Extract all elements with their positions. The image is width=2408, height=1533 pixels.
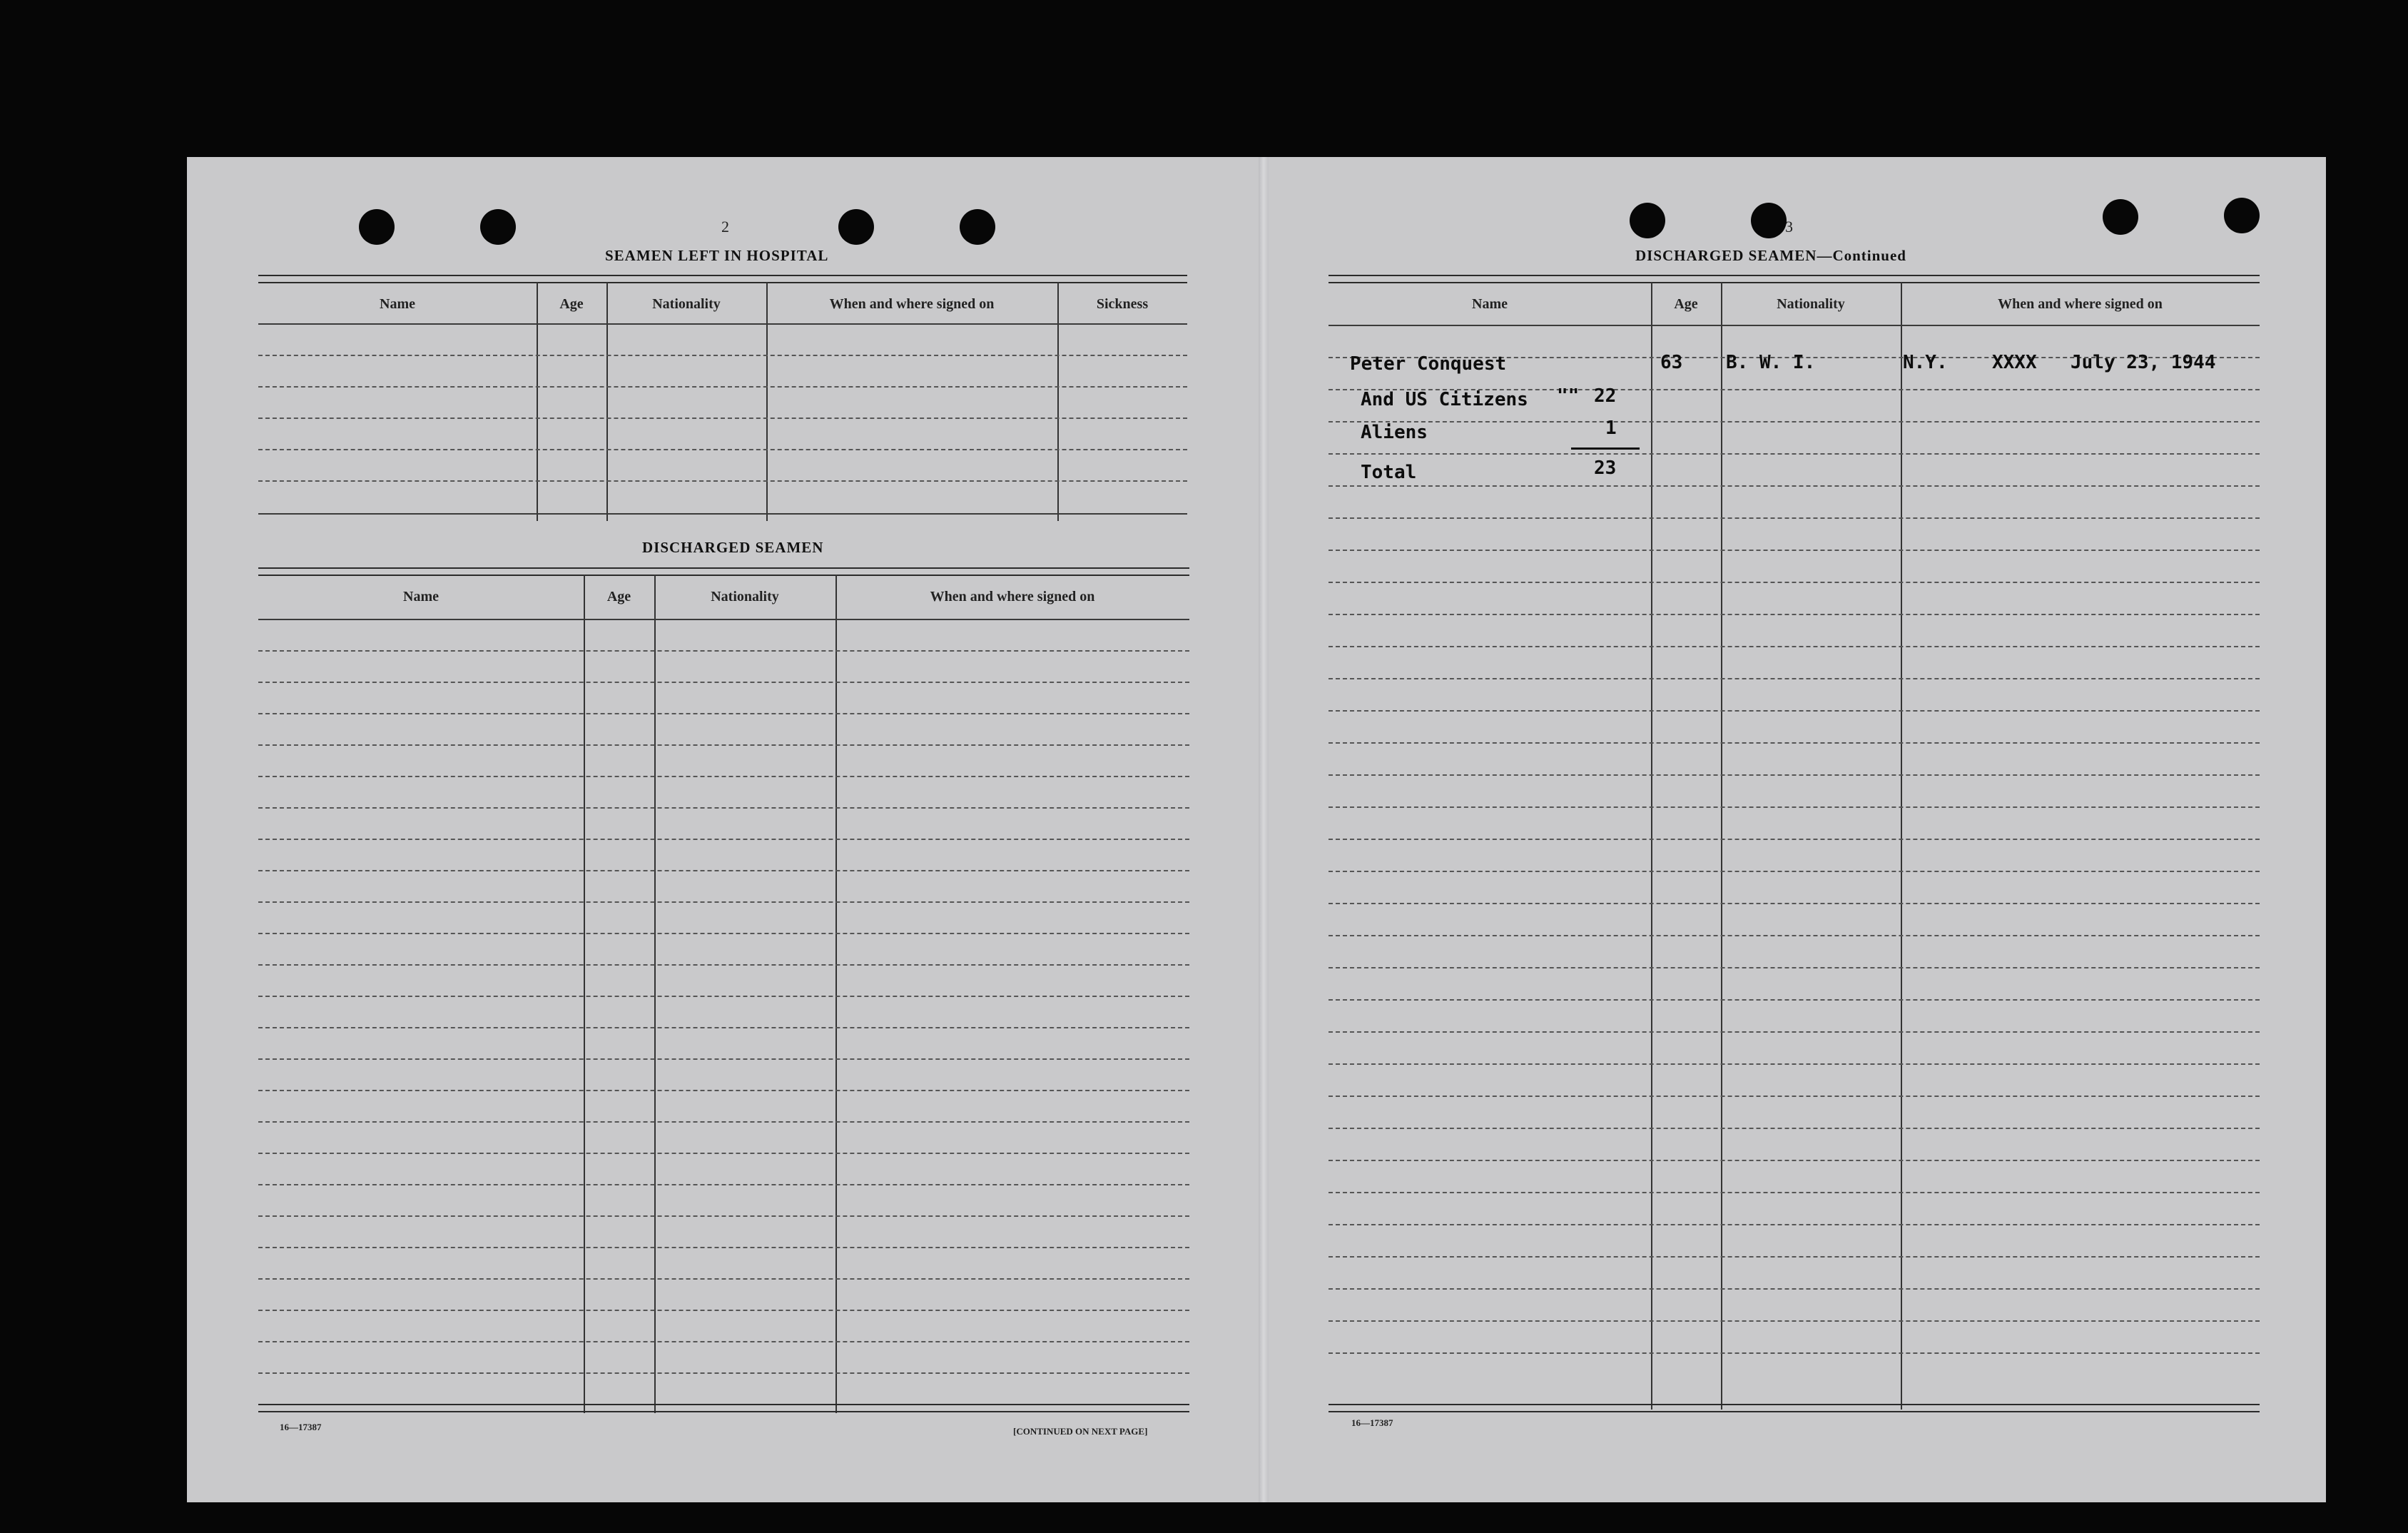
column-header: When and where signed on bbox=[1998, 296, 2163, 312]
discharged-section-title: DISCHARGED SEAMEN bbox=[642, 539, 824, 556]
hospital-table bbox=[258, 275, 1187, 521]
column-header: When and where signed on bbox=[930, 589, 1095, 604]
column-header: Nationality bbox=[711, 589, 779, 604]
punch-hole bbox=[838, 209, 874, 245]
punch-hole bbox=[2224, 198, 2260, 233]
seaman-age: 63 bbox=[1660, 352, 1683, 373]
seaman-nationality: B. W. I. bbox=[1726, 352, 1816, 373]
punch-hole bbox=[2103, 199, 2138, 235]
column-header: Name bbox=[380, 296, 415, 312]
seaman-name: Peter Conquest bbox=[1350, 353, 1507, 375]
discharged-continued-title: DISCHARGED SEAMEN—Continued bbox=[1635, 247, 1906, 264]
column-header: Age bbox=[606, 589, 631, 604]
column-header: Age bbox=[1674, 296, 1698, 312]
column-header: Nationality bbox=[652, 296, 721, 312]
column-header: Age bbox=[559, 296, 584, 312]
ditto-mark: "" bbox=[1557, 385, 1580, 407]
form-number-left: 16—17387 bbox=[280, 1422, 322, 1432]
signed-on-place: N.Y. bbox=[1903, 352, 1948, 373]
discharged-table-left bbox=[258, 567, 1189, 1415]
total-label: Total bbox=[1361, 462, 1417, 483]
punch-hole bbox=[480, 209, 516, 245]
strikeout-text: XXXX bbox=[1992, 352, 2037, 373]
punch-hole bbox=[1630, 203, 1665, 238]
right-page-number: 3 bbox=[1785, 218, 1793, 236]
discharged-table-right bbox=[1329, 275, 2260, 1415]
us-citizens-count: 22 bbox=[1594, 385, 1617, 407]
total-count: 23 bbox=[1594, 457, 1617, 479]
signed-on-date: July 23, 1944 bbox=[2071, 352, 2216, 373]
left-page-number: 2 bbox=[721, 218, 729, 236]
column-header: Name bbox=[403, 589, 439, 604]
hospital-section-title: SEAMEN LEFT IN HOSPITAL bbox=[605, 247, 829, 264]
continued-note: [CONTINUED ON NEXT PAGE] bbox=[1013, 1426, 1148, 1437]
document-sheet bbox=[187, 157, 2326, 1502]
us-citizens-label: And US Citizens bbox=[1361, 389, 1528, 410]
punch-hole bbox=[1751, 203, 1787, 238]
column-header: When and where signed on bbox=[829, 296, 995, 312]
sum-line bbox=[1571, 447, 1640, 450]
punch-hole bbox=[359, 209, 395, 245]
punch-hole bbox=[960, 209, 995, 245]
form-number-right: 16—17387 bbox=[1351, 1417, 1393, 1428]
column-header: Sickness bbox=[1096, 296, 1149, 312]
column-header: Nationality bbox=[1777, 296, 1845, 312]
column-header: Name bbox=[1472, 296, 1508, 312]
aliens-count: 1 bbox=[1605, 418, 1617, 439]
aliens-label: Aliens bbox=[1361, 422, 1428, 443]
